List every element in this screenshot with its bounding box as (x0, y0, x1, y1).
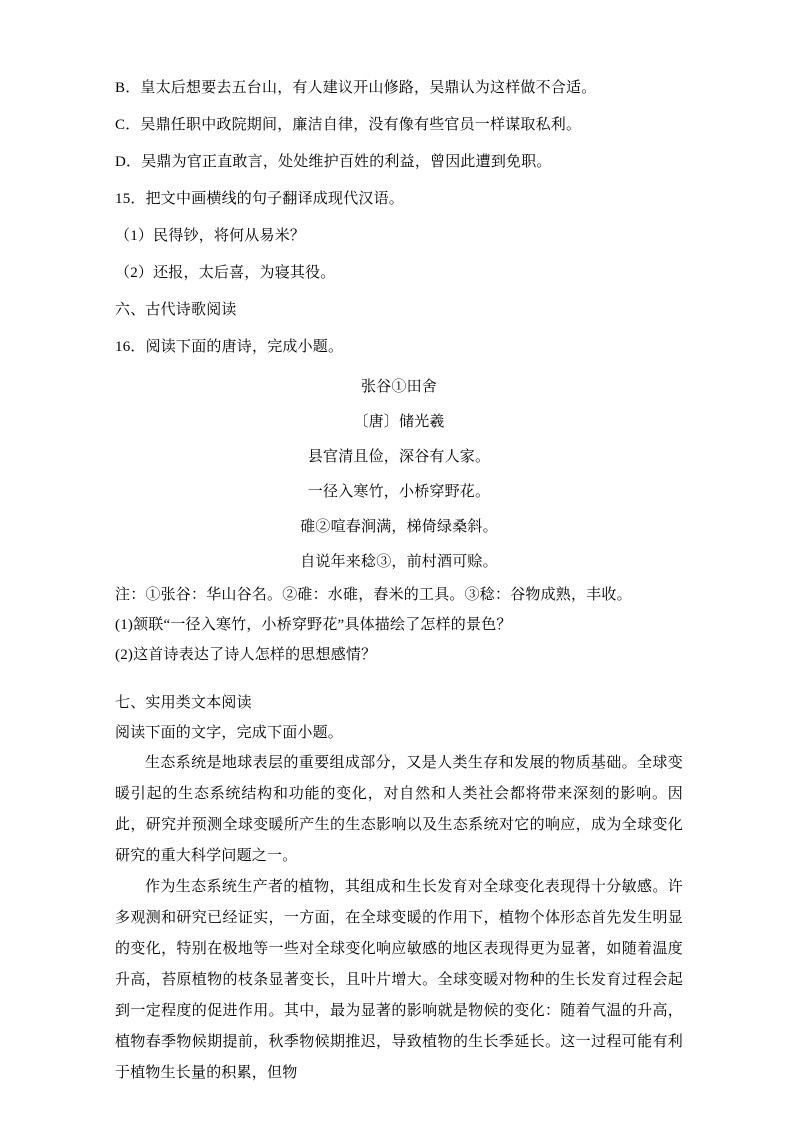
poem-line-1: 县官清且俭，深谷有人家。 (307, 449, 491, 465)
poem-line-4: 自说年来稔③，前村酒可赊。 (300, 554, 498, 570)
poem-note: 注：①张谷：华山谷名。②碓：水碓，舂米的工具。③稔：谷物成熟，丰收。 (115, 587, 632, 603)
poem-line-3: 碓②喧春涧满，梯倚绿桑斜。 (300, 519, 498, 535)
passage-paragraph-1: 生态系统是地球表层的重要组成部分，又是人类生存和发展的物质基础。全球变暖引起的生态系统结构和功能的变化，对自然和人类社会都将带来深刻的影响。因此，研究并预测全球变暖所产生的生态影响以及生态系统对它的响应，成为全球变化研究的重大科学问题之一。 (115, 755, 683, 864)
choice-option-b: B．皇太后想要去五台山，有人建议开山修路，吴鼎认为这样做不合适。 (115, 80, 597, 96)
question-16-sub-1: (1)颔联“一径入寒竹，小桥穿野花”具体描绘了怎样的景色？ (115, 617, 512, 633)
poem-line-2: 一径入寒竹，小桥穿野花。 (307, 484, 491, 500)
question-15-sub-2: （2）还报，太后喜，为寝其役。 (115, 265, 336, 281)
choice-option-d: D．吴鼎为官正直敢言，处处维护百姓的利益，曾因此遭到免职。 (115, 154, 552, 170)
question-17-intro: 阅读下面的文字，完成下面小题。 (115, 725, 344, 741)
passage-paragraph-2: 作为生态系统生产者的植物，其组成和生长发育对全球变化表现得十分敏感。许多观测和研究已经证实，一方面，在全球变暖的作用下，植物个体形态首先发生明显的变化，特别在极地等一些对全球变化响应敏感的地区表现得更为显著，如随着温度升高，苔原植物的枝条显著变长，且叶片增大。全球变暖对物种的生长发育过程会起到一定程度的促进作用。其中，最为显著的影响就是物候的变化：随着气温的升高，植物春季物候期提前，秋季物候期推迟，导致植物的生长季延长。这一过程可能有利于植物生长量的积累，但物 (115, 879, 683, 1081)
question-16-stem: 16．阅读下面的唐诗，完成小题。 (115, 339, 344, 355)
poem-title: 张谷①田舍 (360, 379, 437, 395)
poem-author: 〔唐〕储光羲 (353, 414, 445, 430)
question-15-stem: 15．把文中画横线的句子翻译成现代汉语。 (115, 191, 405, 207)
question-15-sub-1: （1）民得钞，将何从易米？ (115, 228, 306, 244)
section-7-heading: 七、实用类文本阅读 (115, 695, 252, 711)
choice-option-c: C．吴鼎任职中政院期间，廉洁自律，没有像有些官员一样谋取私利。 (115, 117, 582, 133)
question-16-sub-2: (2)这首诗表达了诗人怎样的思想感情？ (115, 647, 377, 663)
section-6-heading: 六、古代诗歌阅读 (115, 302, 237, 318)
